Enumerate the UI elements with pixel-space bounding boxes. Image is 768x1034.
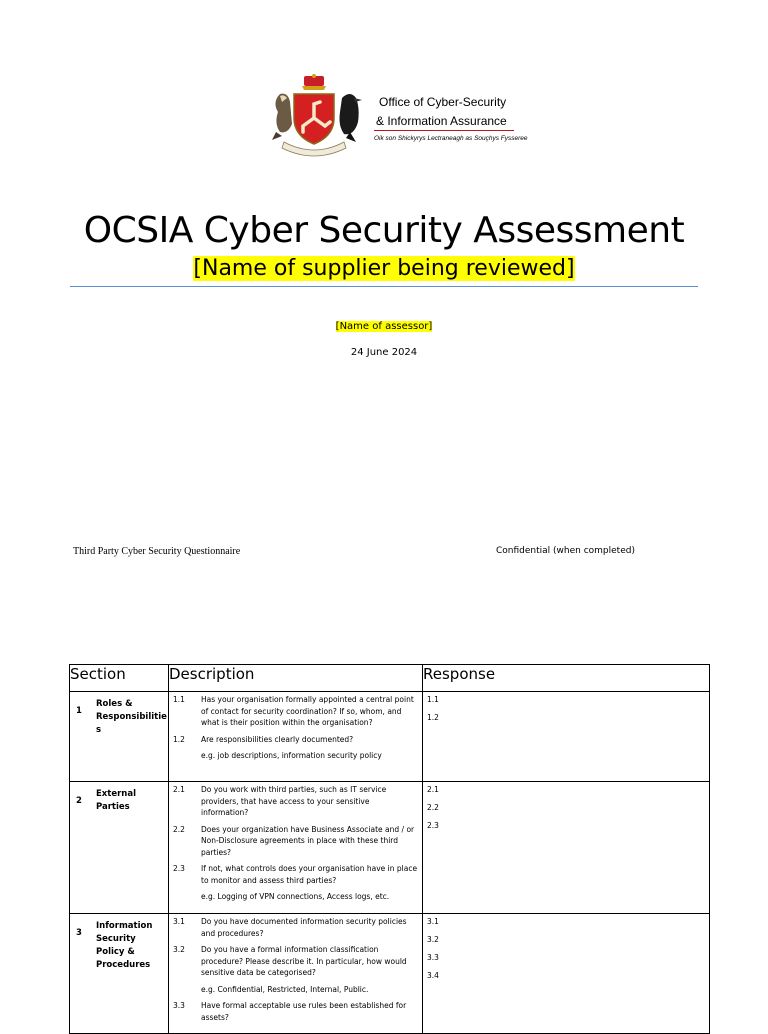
header-section: Section xyxy=(70,665,169,692)
description-cell xyxy=(169,692,423,782)
document-date: 24 June 2024 xyxy=(350,347,418,358)
org-name-line1: Office of Cyber-Security xyxy=(379,95,507,109)
response-number: 3.1 xyxy=(427,917,439,926)
response-number: 2.1 xyxy=(427,785,439,794)
section-number: 3 xyxy=(76,928,82,938)
response-number: 3.4 xyxy=(427,971,439,980)
header-description: Description xyxy=(169,665,423,692)
logo-underline xyxy=(374,130,514,131)
response-cell[interactable] xyxy=(423,782,710,914)
section-cell xyxy=(70,692,169,782)
question-text: Has your organisation formally appointed a central point of contact for security coordination? If so, whom, and what is their position within the organisation? xyxy=(201,695,414,727)
footer-doc-name: Third Party Cyber Security Questionnaire xyxy=(73,546,241,557)
description-cell xyxy=(169,914,423,1034)
section-title: External Parties xyxy=(96,789,137,812)
supplier-placeholder: [Name of supplier being reviewed] xyxy=(193,256,575,281)
question-number: 3.2 xyxy=(173,945,185,954)
question-text: If not, what controls does your organisation have in place to monitor and assess third parties? xyxy=(201,864,418,885)
question-number: 3.1 xyxy=(173,917,185,926)
table-header-row xyxy=(70,665,710,692)
org-motto: Oik son Shickyrys Lectraneagh as Souçhys Fysseree xyxy=(374,135,528,142)
response-number: 1.1 xyxy=(427,695,439,704)
section-cell xyxy=(70,782,169,914)
question-text: Have formal acceptable use rules been established for assets? xyxy=(201,1001,407,1022)
section-cell xyxy=(70,914,169,1034)
question-item xyxy=(173,784,422,819)
description-cell xyxy=(169,782,423,914)
question-text: Are responsibilities clearly documented? xyxy=(201,734,354,744)
question-number: 1.1 xyxy=(173,695,185,704)
response-number: 2.2 xyxy=(427,803,439,812)
section-title: Roles & Responsibilitie s xyxy=(96,699,167,735)
response-number: 3.2 xyxy=(427,935,439,944)
question-item xyxy=(173,824,422,859)
question-item xyxy=(173,734,422,746)
question-item xyxy=(173,863,422,886)
question-number: 1.2 xyxy=(173,734,185,744)
question-item xyxy=(173,1000,422,1023)
header-response: Response xyxy=(423,665,710,692)
table-row xyxy=(70,692,710,782)
assessor-placeholder: [Name of assessor] xyxy=(335,321,433,332)
question-text: Do you work with third parties, such as IT service providers, that have access to your sensitive information? xyxy=(201,785,387,817)
footer-confidentiality: Confidential (when completed) xyxy=(496,546,635,556)
question-item xyxy=(173,694,422,729)
question-text: Do you have documented information security policies and procedures? xyxy=(201,917,407,938)
question-number: 2.1 xyxy=(173,785,185,794)
section-number: 2 xyxy=(76,796,82,806)
supplier-placeholder-wrap xyxy=(0,256,768,281)
response-number: 2.3 xyxy=(427,821,439,830)
question-number: 3.3 xyxy=(173,1001,185,1010)
section-title: Information Security Policy & Procedures xyxy=(96,921,153,970)
question-example: e.g. Confidential, Restricted, Internal, Public. xyxy=(201,984,369,994)
document-title: OCSIA Cyber Security Assessment xyxy=(83,210,685,251)
question-number: 2.3 xyxy=(173,864,185,873)
response-cell[interactable] xyxy=(423,692,710,782)
org-name-line2: & Information Assurance xyxy=(376,114,507,128)
question-text: Does your organization have Business Associate and / or Non-Disclosure agreements in place with these third parties? xyxy=(201,824,415,857)
question-example: e.g. job descriptions, information security policy xyxy=(201,751,382,760)
isle-of-man-crest-icon xyxy=(258,72,370,160)
question-item xyxy=(173,916,422,939)
table-row xyxy=(70,914,710,1034)
question-example: e.g. Logging of VPN connections, Access logs, etc. xyxy=(201,892,390,901)
question-number: 2.2 xyxy=(173,824,185,834)
response-cell[interactable] xyxy=(423,914,710,1034)
ocsia-logo xyxy=(258,72,528,160)
response-number: 1.2 xyxy=(427,713,439,722)
response-number: 3.3 xyxy=(427,953,439,962)
table-row xyxy=(70,782,710,914)
questionnaire-table xyxy=(69,664,710,1034)
section-number: 1 xyxy=(76,706,82,716)
question-text: Do you have a formal information classification procedure? Please describe it. In particular, how would sensitive data be categorised? xyxy=(201,945,407,977)
assessor-placeholder-wrap xyxy=(0,321,768,332)
title-divider xyxy=(70,286,698,287)
question-item xyxy=(173,944,422,979)
